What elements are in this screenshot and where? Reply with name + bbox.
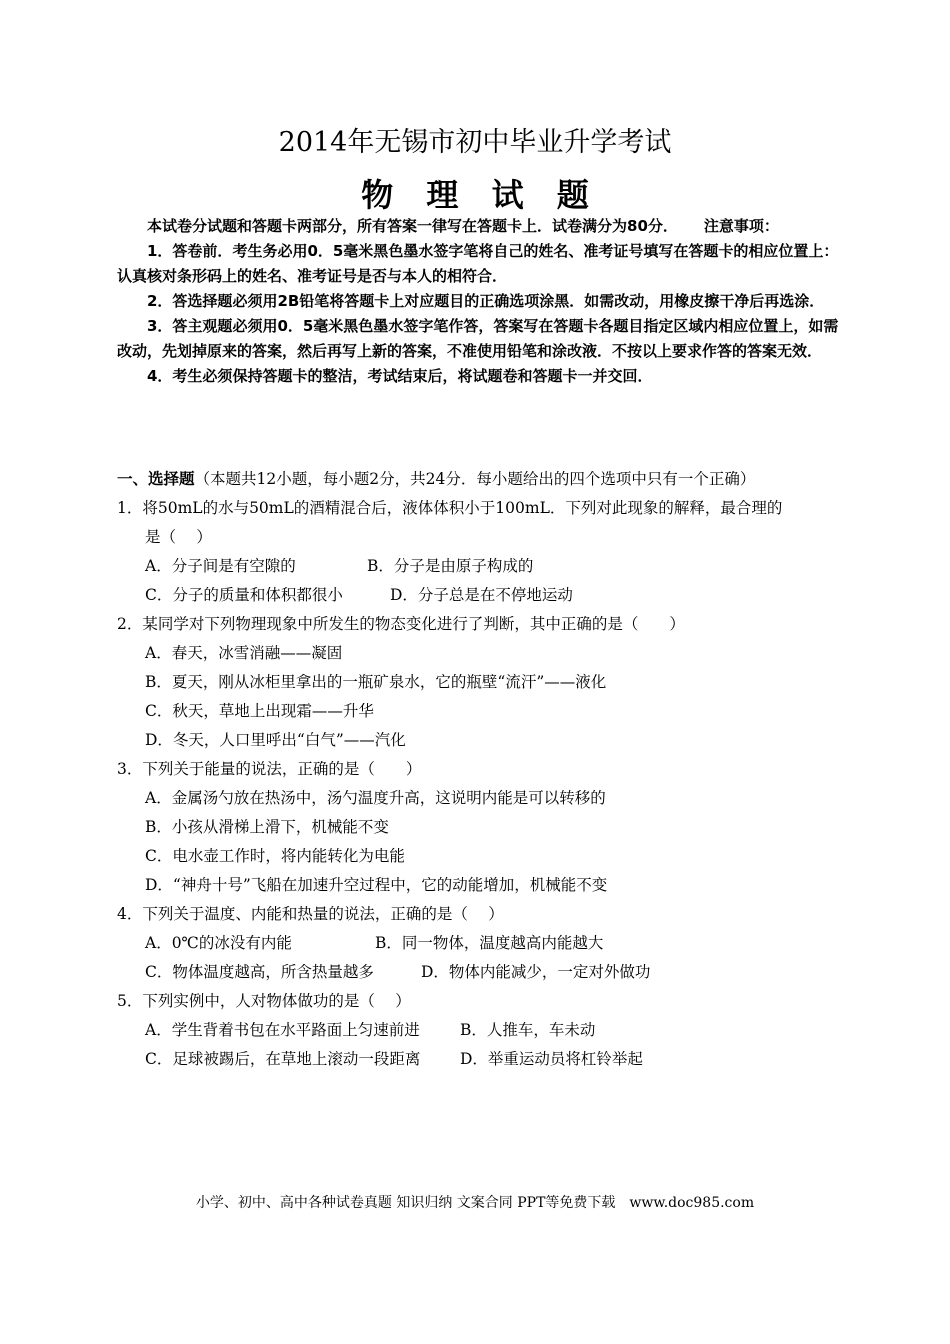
subject-title [0,170,950,216]
question-2-stem: 2．某同学对下列物理现象中所发生的物态变化进行了判断，其中正确的是（ ） [117,615,685,633]
question-1-stem: 1．将50mL的水与50mL的酒精混合后，液体体积小于100mL．下列对此现象的解释，最合理的 [117,499,783,517]
instructions-intro [117,214,842,239]
question-1-options-row2 [117,581,847,610]
question-5-stem: 5．下列实例中，人对物体做功的是（ ） [117,992,411,1010]
question-4-options-row1 [117,929,847,958]
q4-option-c: C．物体温度越高，所含热量越多 [145,963,374,981]
q3-option-d: D．“神舟十号”飞船在加速升空过程中，它的动能增加，机械能不变 [145,876,608,894]
q2-option-b: B．夏天，刚从冰柜里拿出的一瓶矿泉水，它的瓶壁“流汗”——液化 [145,673,607,691]
q2-option-a: A．春天，冰雪消融——凝固 [145,644,343,662]
section-choice-questions [117,465,847,1074]
instruction-item-4: 4．考生必须保持答题卡的整洁，考试结束后，将试题卷和答题卡一并交回． [147,367,653,385]
question-5-options-row1 [117,1016,847,1045]
q5-option-a: A．学生背着书包在水平路面上匀速前进 [145,1021,420,1039]
q2-option-d: D．冬天，人口里呼出“白气”——汽化 [145,731,406,749]
exam-instructions [117,214,842,389]
q4-option-b: B．同一物体，温度越高内能越大 [375,934,604,952]
question-1-options-row1 [117,552,847,581]
instruction-item-1: 1．答卷前．考生务必用0．5毫米黑色墨水签字笔将自己的姓名、准考证号填写在答题卡的相应位置上：认真核对条形码上的姓名、准考证号是否与本人的相符合． [117,242,839,285]
q1-option-a: A．分子间是有空隙的 [145,557,296,575]
question-4-stem: 4．下列关于温度、内能和热量的说法，正确的是（ ） [117,905,504,923]
instruction-item-2: 2．答选择题必须用2B铅笔将答题卡上对应题目的正确选项涂黑．如需改动，用橡皮擦干净后再选涂． [147,292,825,310]
section-title: 一、选择题 [117,470,195,488]
question-5-options-row2 [117,1045,847,1074]
instruction-item-3: 3．答主观题必须用0．5毫米黑色墨水签字笔作答，答案写在答题卡各题目指定区域内相应位置上，如需改动，先划掉原来的答案，然后再写上新的答案，不准使用铅笔和涂改液．不按以上要求作答的答案无效． [117,317,839,360]
q3-option-c: C．电水壶工作时，将内能转化为电能 [145,847,405,865]
q1-option-d: D．分子总是在不停地运动 [390,586,573,604]
exam-title: 2014年无锡市初中毕业升学考试 [278,127,672,158]
attention-label: 注意事项： [703,217,779,235]
section-description: （本题共12小题，每小题2分，共24分．每小题给出的四个选项中只有一个正确） [194,470,756,488]
q3-option-b: B．小孩从滑梯上滑下，机械能不变 [145,818,389,836]
section-heading [117,465,847,494]
q5-option-b: B．人推车，车未动 [460,1021,596,1039]
subject-title-text: 物 理 试 题 [361,176,589,214]
q4-option-d: D．物体内能减少，一定对外做功 [421,963,651,981]
page-footer: 小学、初中、高中各种试卷真题 知识归纳 文案合同 PPT等免费下载 www.doc985.com [195,1195,755,1211]
q4-option-a: A．0℃的冰没有内能 [145,934,292,952]
q3-option-a: A．金属汤勺放在热汤中，汤勺温度升高，这说明内能是可以转移的 [145,789,606,807]
q5-option-c: C．足球被踢后，在草地上滚动一段距离 [145,1050,421,1068]
q5-option-d: D．举重运动员将杠铃举起 [460,1050,643,1068]
q1-option-c: C．分子的质量和体积都很小 [145,586,343,604]
question-1-stem-cont: 是（ ） [145,528,212,546]
q1-option-b: B．分子是由原子构成的 [367,557,534,575]
question-4-options-row2 [117,958,847,987]
q2-option-c: C．秋天，草地上出现霜——升华 [145,702,374,720]
question-3-stem: 3．下列关于能量的说法，正确的是（ ） [117,760,422,778]
intro-text: 本试卷分试题和答题卡两部分，所有答案一律写在答题卡上．试卷满分为80分． [147,217,678,235]
